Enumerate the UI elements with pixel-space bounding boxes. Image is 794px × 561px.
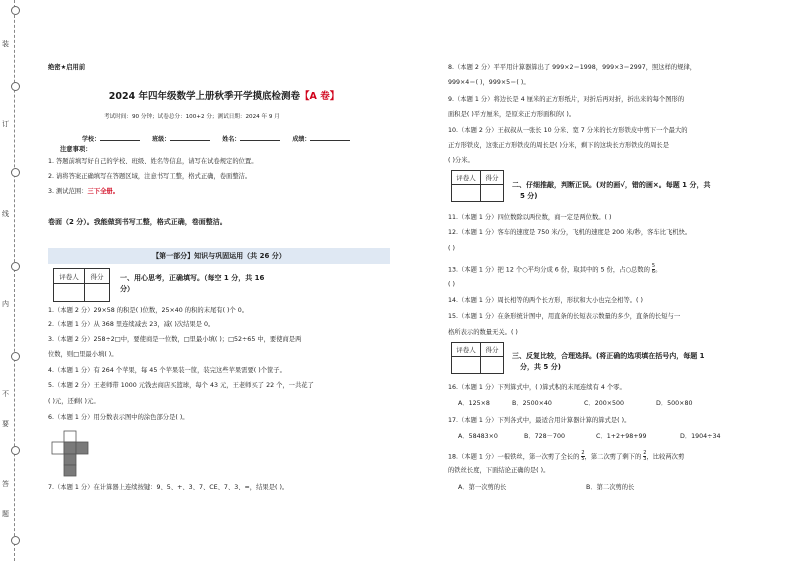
- binding-hole: [11, 168, 20, 177]
- name-field[interactable]: [240, 133, 280, 141]
- question-text: 11.（本题 1 分）四位数除以两位数，商一定是两位数。( ): [448, 214, 612, 221]
- binding-hole: [11, 6, 20, 15]
- binding-label: 要: [2, 420, 9, 428]
- class-label: 班级：: [152, 136, 171, 143]
- reviewer-cell[interactable]: [54, 284, 85, 302]
- question-text: 1.（本题 2 分）29×58 的积是( )位数，25×40 的积的末尾有( )个 0。: [48, 307, 249, 314]
- confidential-mark: 绝密★启用前: [48, 64, 86, 71]
- binding-hole: [11, 446, 20, 455]
- q18-part: 18.（本题 1 分）一根铁丝，第一次剪了全长的: [448, 453, 580, 461]
- binding-hole: [11, 352, 20, 361]
- binding-hole: [11, 262, 20, 271]
- binding-label: 不: [2, 390, 9, 398]
- question-text: 的铁丝长度，下面结论正确的是( )。: [448, 467, 550, 474]
- class-field[interactable]: [170, 133, 210, 141]
- question-text: 10.（本题 2 分）王叔叔从一张长 10 分米、宽 7 分米的长方形铁皮中剪下一个最大的: [448, 127, 688, 134]
- title-tag: 【A 卷】: [300, 91, 340, 102]
- question-text: 7.（本题 1 分）在计算器上连续按键：9、5、+、3、7、CE、7、3、=，结果是( )。: [48, 484, 289, 491]
- question-text: 位数，则□里最小填( )。: [48, 351, 118, 358]
- reviewer-cell[interactable]: [452, 185, 481, 202]
- question-text: 5.（本题 2 分）王老师带 1000 元钱去商店买篮球，每个 43 元，王老师买了 22 个，一共花了: [48, 382, 314, 389]
- option[interactable]: B．728－700: [524, 433, 565, 440]
- question-text: 面积是( )平方厘米，是原来正方形面积的( )。: [448, 111, 576, 118]
- question-text: 8.（本题 2 分）平平用计算器算出了 999×2＝1998，999×3＝2997，照这样的规律，: [448, 64, 697, 71]
- student-info-row: [82, 133, 350, 144]
- q13-text: 13.（本题 1 分）把 12 个○平均分成 6 份，取其中的 5 份，占○总数的: [448, 266, 650, 274]
- grader-box: [451, 170, 504, 202]
- question-text: 格所表示的数量无关。( ): [448, 329, 518, 336]
- binding-label: 答: [2, 480, 9, 488]
- part1-banner: 【第一部分】知识与巩固运用（共 26 分）: [48, 248, 390, 264]
- binding-label: 装: [2, 40, 9, 48]
- note-scope-prefix: 3. 测试范围：: [48, 188, 88, 195]
- note-item: 1. 答题前填写好自己的学校、班级、姓名等信息，请写在试卷规定的位置。: [48, 158, 258, 165]
- q18-part: ，第二次剪了剩下的: [584, 453, 642, 461]
- question-text: 6.（本题 1 分）用分数表示图中的涂色部分是( )。: [48, 414, 189, 421]
- option[interactable]: D．1904÷34: [680, 433, 721, 440]
- name-label: 姓名：: [222, 136, 241, 143]
- exam-title: [0, 91, 440, 103]
- section1-heading: 一、用心思考，正确填写。（每空 1 分，共 16: [120, 274, 265, 282]
- binding-label: 订: [2, 120, 9, 128]
- question-text: [448, 451, 684, 462]
- reviewer-label: 评卷人: [452, 343, 481, 357]
- section3-heading: 三、反复比较，合理选择。(将正确的选项填在括号内，每题 1: [512, 352, 705, 360]
- q18-fraction-2: $\frac{2}{3}$: [643, 450, 647, 462]
- reviewer-cell[interactable]: [452, 357, 481, 374]
- question-text: 15.（本题 1 分）在条形统计图中，用直条的长短表示数量的多少，直条的长短与一: [448, 313, 681, 320]
- question-text: 9.（本题 1 分）将边长是 4 厘米的正方形纸片，对折后再对折，折出来的每个图形的: [448, 96, 685, 103]
- option[interactable]: A．58483×0: [458, 433, 498, 440]
- question-text: 17.（本题 1 分）下列各式中，最适合用计算器计算的算式是( )。: [448, 417, 631, 424]
- notes-heading: 注意事项：: [60, 146, 92, 153]
- score-field[interactable]: [310, 133, 350, 141]
- note-scope-value: 三下全册。: [87, 188, 119, 195]
- question-text: 13.（本题 1 分）把 12 个○平均分成 6 份，取其中的 5 份，占○总数的 $\frac{5}{6}$ 。: [448, 263, 662, 275]
- option[interactable]: B．2500×40: [512, 400, 552, 407]
- binding-label: 内: [2, 300, 9, 308]
- score-label-cell: 得分: [85, 269, 110, 284]
- title-text: 2024 年四年级数学上册秋季开学摸底检测卷: [108, 91, 301, 102]
- question-text: 12.（本题 1 分）客车的速度是 750 米/分，飞机的速度是 200 米/秒，客车比飞机快。: [448, 229, 692, 236]
- q18-part: ，比较两次剪: [646, 453, 685, 461]
- score-cell[interactable]: [85, 284, 110, 302]
- score-label-cell: 得分: [481, 171, 504, 185]
- score-label-cell: 得分: [481, 343, 504, 357]
- binding-hole: [11, 82, 20, 91]
- question-text: ( )分米。: [448, 157, 474, 164]
- school-label: 学校：: [82, 136, 101, 143]
- reviewer-label: 评卷人: [452, 171, 481, 185]
- binding-margin: [0, 0, 30, 561]
- school-field[interactable]: [100, 133, 140, 141]
- question-text: 4.（本题 1 分）有 264 个苹果，每 45 个苹果装一筐，装完这些苹果需要( )个筐子。: [48, 367, 286, 374]
- section1-heading-cont: 分）: [120, 285, 134, 293]
- reviewer-label: 评卷人: [54, 269, 85, 284]
- q18-fraction-1: $\frac{2}{5}$: [581, 450, 585, 462]
- neatness-statement: 卷面（2 分）。我能做到书写工整，格式正确，卷面整洁。: [48, 218, 227, 226]
- question-text: ( ): [448, 281, 455, 288]
- question-text: 16.（本题 1 分）下列算式中，( )算式积的末尾连续有 4 个零。: [448, 384, 626, 391]
- binding-label: 题: [2, 510, 9, 518]
- score-label: 成绩：: [292, 136, 311, 143]
- question-text: ( ): [448, 245, 455, 252]
- section2-heading-cont: 5 分): [520, 192, 538, 200]
- exam-info: 考试时间：90 分钟；试卷总分：100+2 分；测试日期：2024 年 9 月: [104, 114, 280, 120]
- grader-box: [53, 268, 110, 302]
- option[interactable]: B．第二次剪的长: [586, 484, 635, 491]
- option[interactable]: C．200×500: [584, 400, 625, 407]
- option[interactable]: A．125×8: [458, 400, 490, 407]
- option[interactable]: A．第一次剪的长: [458, 484, 507, 491]
- section2-heading: 二、仔细推敲，判断正误。(对的画√，错的画×。每题 1 分，共: [512, 181, 711, 189]
- grader-box: [451, 342, 504, 374]
- cross-figure: [48, 430, 92, 478]
- score-cell[interactable]: [481, 357, 504, 374]
- binding-hole: [11, 536, 20, 545]
- question-text: 3.（本题 2 分）258÷2□中，要使商是一位数，□里最小填( )；□52÷65 中，要使商是两: [48, 336, 302, 343]
- score-cell[interactable]: [481, 185, 504, 202]
- note-item: [48, 188, 119, 196]
- q13-fraction: $\frac{5}{6}$: [651, 263, 656, 275]
- question-text: 14.（本题 1 分）周长相等的两个长方形，形状和大小也完全相等。( ): [448, 297, 643, 304]
- question-text: 2.（本题 1 分）从 368 里连续减去 23，减( )次结果是 0。: [48, 321, 215, 328]
- question-text: 999×4＝( )，999×5＝( )。: [448, 79, 530, 86]
- option[interactable]: C．1+2+98+99: [596, 433, 647, 440]
- question-text: 正方形铁皮，这张正方形铁皮的周长是( )分米，剩下的这块长方形铁皮的周长是: [448, 142, 670, 149]
- note-item: 2. 请将答案正确填写在答题区域，注意书写工整，格式正确，卷面整洁。: [48, 173, 252, 180]
- question-text: ( )元，还剩( )元。: [48, 398, 100, 405]
- option[interactable]: D．500×80: [656, 400, 693, 407]
- binding-label: 线: [2, 210, 9, 218]
- section3-heading-cont: 分，共 5 分): [520, 363, 561, 371]
